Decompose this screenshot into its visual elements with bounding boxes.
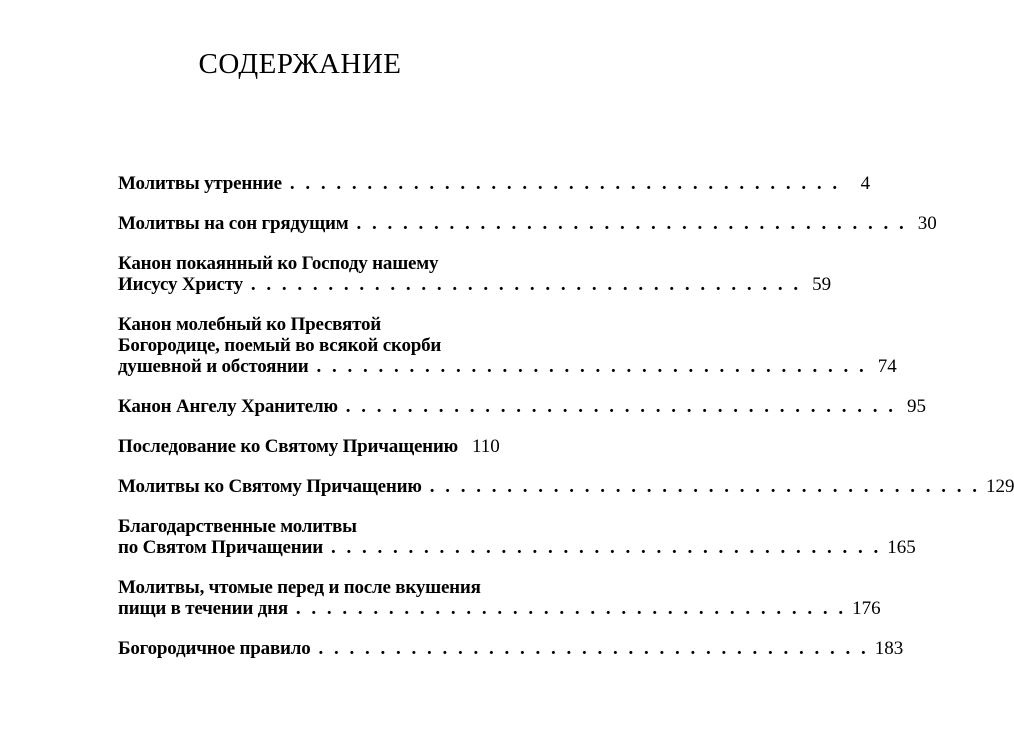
toc-entry-title: Канон Ангелу Хранителю: [118, 396, 338, 417]
toc-entry-title-line: Богородице, поемый во всякой скорби: [118, 335, 442, 356]
toc-entry-title-line: Молитвы, чтомые перед и после вкушения: [118, 577, 481, 598]
toc-entry-last-line: [118, 476, 1014, 497]
toc-entry-last-line: [118, 274, 832, 295]
dot-leader: . . . . . . . . . . . . . . . . . . . . . . . . . . . . . . . . . . . .: [356, 213, 907, 234]
toc-entry[interactable]: [118, 213, 937, 234]
toc-entry-title: пищи в течении дня: [118, 598, 288, 619]
dot-leader: . . . . . . . . . . . . . . . . . . . . . . . . . . . . . . . . . . . .: [345, 396, 897, 417]
toc-entry-last-line: [118, 213, 937, 234]
toc-entry-title: Иисусу Христу: [118, 274, 243, 295]
dot-leader: . . . . . . . . . . . . . . . . . . . . . . . . . . . . . . . . . . . .: [316, 356, 867, 377]
toc-entry-title: душевной и обстоянии: [118, 356, 309, 377]
dot-leader: . . . . . . . . . . . . . . . . . . . . . . . . . . . . . . . . . . . .: [318, 638, 869, 659]
toc-entry-title: Молитвы ко Святому Причащению: [118, 476, 422, 497]
toc-entry[interactable]: [118, 173, 871, 194]
toc-entry-title: по Святом Причащении: [118, 537, 323, 558]
toc-entry[interactable]: [118, 638, 904, 659]
toc-entry-last-line: [118, 173, 871, 194]
toc-entry-page-number: 110: [472, 436, 500, 457]
toc-entry-page-number: 59: [812, 274, 832, 295]
toc-entry-title-line: Благодарственные молитвы: [118, 516, 357, 537]
toc-entry[interactable]: [118, 516, 916, 558]
toc-entry-title-line: Канон покаянный ко Господу нашему: [118, 253, 439, 274]
toc-entry-last-line: [118, 436, 500, 457]
dot-leader: . . . . . . . . . . . . . . . . . . . . . . . . . . . . . . . . . . . .: [295, 598, 847, 619]
toc-entry-last-line: [118, 598, 881, 619]
toc-entry-title: Богородичное правило: [118, 638, 311, 659]
toc-entry[interactable]: [118, 436, 500, 457]
toc-entry-page-number: 95: [907, 396, 927, 417]
toc-entry-page-number: 129: [985, 476, 1014, 497]
toc-entry-title: Молитвы на сон грядущим: [118, 213, 349, 234]
toc-entry-page-number: 183: [874, 638, 904, 659]
toc-entry-last-line: [118, 396, 927, 417]
page-title: СОДЕРЖАНИЕ: [198, 48, 402, 80]
dot-leader: . . . . . . . . . . . . . . . . . . . . . . . . . . . . . . . . . . . .: [250, 274, 802, 295]
dot-leader: . . . . . . . . . . . . . . . . . . . . . . . . . . . . . . . . . . . .: [289, 173, 841, 194]
toc-entry-page-number: 74: [877, 356, 897, 377]
toc-entry[interactable]: [118, 577, 881, 619]
toc-entry-page-number: 165: [887, 537, 916, 558]
dot-leader: . . . . . . . . . . . . . . . . . . . . . . . . . . . . . . . . . . . .: [429, 476, 980, 497]
toc-entry-title: Последование ко Святому Причащению: [118, 436, 458, 457]
toc-entry-last-line: [118, 537, 916, 558]
table-of-contents: [118, 173, 1014, 678]
toc-entry-title: Молитвы утренние: [118, 173, 282, 194]
toc-entry-page-number: 176: [852, 598, 881, 619]
toc-entry-page-number: 4: [860, 173, 871, 194]
toc-entry[interactable]: [118, 253, 832, 295]
toc-entry[interactable]: [118, 396, 927, 417]
toc-entry-last-line: [118, 356, 897, 377]
toc-entry-page-number: 30: [917, 213, 937, 234]
toc-entry[interactable]: [118, 314, 897, 377]
toc-entry[interactable]: [118, 476, 1014, 497]
toc-entry-last-line: [118, 638, 904, 659]
dot-leader: . . . . . . . . . . . . . . . . . . . . . . . . . . . . . . . . . . . .: [330, 537, 882, 558]
toc-entry-title-line: Канон молебный ко Пресвятой: [118, 314, 381, 335]
